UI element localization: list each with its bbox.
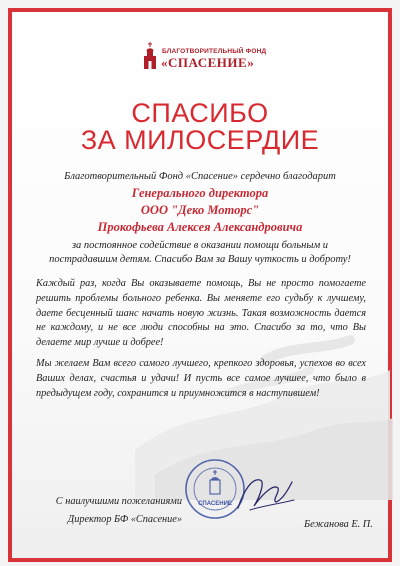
- recipient-company: ООО "Деко Моторс": [140, 203, 260, 217]
- signatory-name: Бежанова Е. П.: [304, 519, 373, 530]
- foundation-logo: [142, 42, 282, 72]
- intro-text: Благотворительный Фонд «Спасение» сердечно благодарит: [64, 171, 336, 182]
- title-line-1: СПАСИБО: [131, 98, 269, 128]
- logo-name: «СПАСЕНИЕ»: [161, 55, 255, 70]
- recipient-name: Прокофьева Алексея Александровича: [97, 220, 303, 234]
- closing-wishes: С наилучшими пожеланиями: [55, 496, 182, 507]
- recipient-position: Генерального директора: [131, 186, 269, 200]
- handwritten-signature: [230, 470, 300, 520]
- gratitude-line-1: за постоянное содействие в оказании помощи больным и: [71, 240, 329, 251]
- logo-subtitle: БЛАГОТВОРИТЕЛЬНЫЙ ФОНД: [162, 48, 267, 55]
- church-icon: [142, 42, 158, 70]
- stamp-text: СПАСЕНИЕ: [198, 501, 232, 507]
- closing-director-title: Директор БФ «Спасение»: [67, 514, 182, 525]
- paragraph-2: Мы желаем Вам всего самого лучшего, крепкого здоровья, успехов во всех Ваших делах, счастья и удачи! И пусть все самое лучшее, что было в предыдущем году, сохранится и приумножится в наступившем!: [36, 358, 366, 399]
- paragraph-1: Каждый раз, когда Вы оказываете помощь, Вы не просто помогаете решить проблемы больного ребенка. Вы меняете его судьбу к лучшему, даете бесценный шанс начать новую жизнь. Такая возможность дается не каждому, и не все люди способны на это. Спасибо за то, что Вы делаете мир лучше и добрее!: [36, 278, 366, 349]
- gratitude-line-2: пострадавшим детям. Спасибо Вам за Вашу чуткость и доброту!: [49, 254, 351, 265]
- title-line-2: ЗА МИЛОСЕРДИЕ: [80, 125, 320, 155]
